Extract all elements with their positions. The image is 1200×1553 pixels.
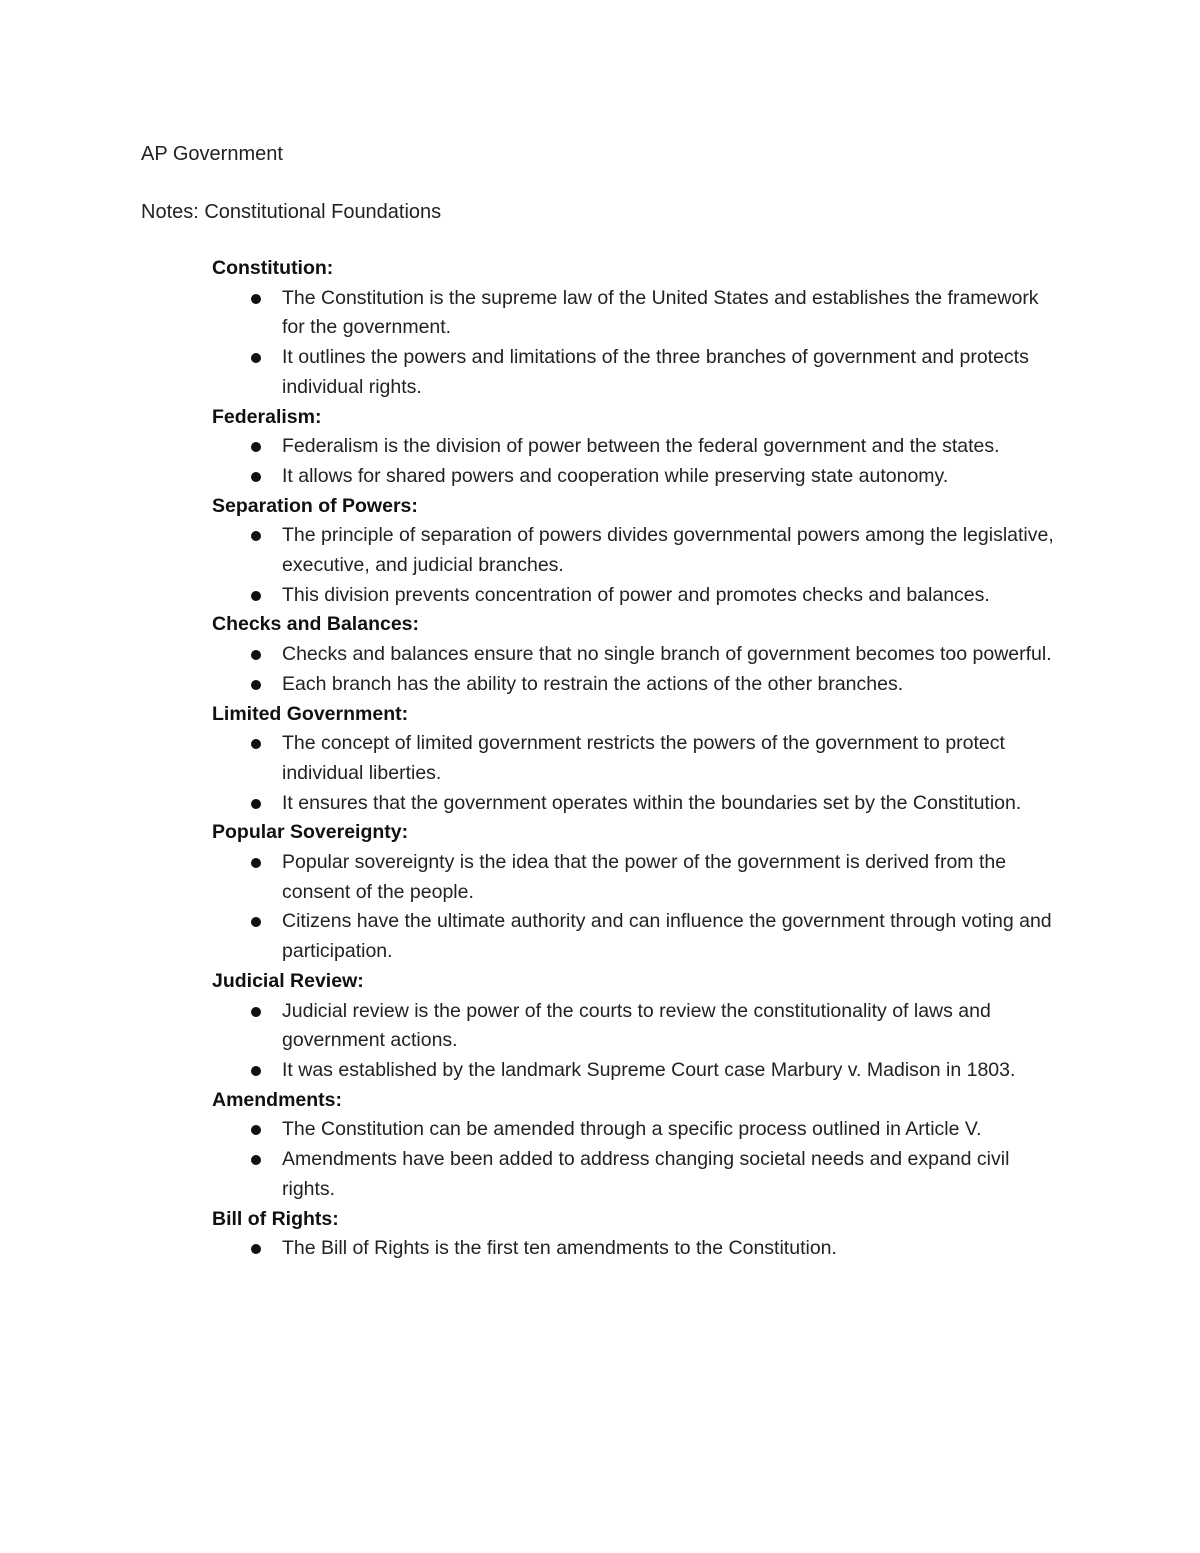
section-judicial-review [212, 967, 1072, 1086]
bullet-list [212, 432, 1072, 491]
list-item [212, 997, 1057, 1056]
list-item-text: It ensures that the government operates within the boundaries set by the Constitution. [282, 791, 1022, 814]
list-item-text: It allows for shared powers and cooperation while preserving state autonomy. [282, 464, 949, 487]
list-item-text: It outlines the powers and limitations of the three branches of government and protects individual rights. [282, 346, 1029, 398]
list-item [212, 343, 1057, 402]
course-title: AP Government [141, 143, 283, 165]
bullet-list [212, 284, 1072, 403]
bullet-icon [251, 1125, 261, 1135]
bullet-icon [251, 472, 261, 482]
list-item [212, 670, 1057, 700]
bullet-icon [251, 650, 261, 660]
section-separation-of-powers [212, 492, 1072, 611]
list-item-text: This division prevents concentration of power and promotes checks and balances. [282, 583, 990, 606]
list-item [212, 1234, 1057, 1264]
bullet-icon [251, 1244, 261, 1254]
bullet-icon [251, 858, 261, 868]
bullet-icon [251, 739, 261, 749]
list-item [212, 907, 1057, 966]
bullet-icon [251, 294, 261, 304]
list-item-text: The principle of separation of powers divides governmental powers among the legislative, executive, and judicial branches. [282, 524, 1054, 577]
section-federalism [212, 403, 1072, 492]
bullet-list [212, 1115, 1072, 1204]
list-item-text: Each branch has the ability to restrain the actions of the other branches. [282, 672, 904, 695]
section-heading: Popular Sovereignty: [212, 821, 409, 844]
list-item [212, 521, 1057, 580]
notes-title: Notes: Constitutional Foundations [141, 201, 442, 223]
section-heading: Constitution: [212, 257, 334, 279]
list-item [212, 1145, 1057, 1204]
section-amendments [212, 1086, 1072, 1205]
bullet-list [212, 1234, 1072, 1264]
section-heading: Judicial Review: [212, 969, 364, 992]
bullet-list [212, 521, 1072, 610]
list-item-text: The Constitution can be amended through a specific process outlined in Article V. [282, 1118, 982, 1141]
section-heading: Bill of Rights: [212, 1207, 339, 1230]
section-heading: Checks and Balances: [212, 613, 420, 636]
bullet-icon [251, 353, 261, 363]
bullet-icon [251, 531, 261, 541]
section-heading: Limited Government: [212, 702, 409, 725]
notes-sections [212, 254, 1072, 1264]
section-heading: Separation of Powers: [212, 494, 418, 517]
bullet-icon [251, 1155, 261, 1165]
list-item [212, 284, 1057, 343]
list-item-text: It was established by the landmark Supreme Court case Marbury v. Madison in 1803. [282, 1058, 1016, 1081]
bullet-list [212, 997, 1072, 1086]
list-item [212, 848, 1057, 907]
bullet-icon [251, 1007, 261, 1017]
list-item [212, 789, 1057, 819]
list-item-text: The Bill of Rights is the first ten amendments to the Constitution. [282, 1237, 837, 1260]
list-item [212, 581, 1057, 611]
bullet-icon [251, 1066, 261, 1076]
bullet-icon [251, 680, 261, 690]
list-item-text: The Constitution is the supreme law of the United States and establishes the framework for the government. [282, 286, 1039, 339]
section-constitution [212, 254, 1072, 403]
section-heading: Federalism: [212, 405, 322, 428]
bullet-icon [251, 917, 261, 927]
list-item [212, 1056, 1057, 1086]
list-item-text: The concept of limited government restricts the powers of the government to protect individual liberties. [282, 732, 1005, 784]
bullet-list [212, 848, 1072, 967]
list-item [212, 432, 1057, 462]
section-popular-sovereignty [212, 818, 1072, 967]
list-item-text: Amendments have been added to address changing societal needs and expand civil rights. [282, 1148, 1010, 1200]
list-item [212, 1115, 1057, 1145]
section-limited-government [212, 700, 1072, 819]
bullet-icon [251, 591, 261, 601]
section-heading: Amendments: [212, 1088, 343, 1111]
list-item-text: Checks and balances ensure that no single branch of government becomes too powerful. [282, 643, 1052, 666]
list-item [212, 462, 1057, 492]
bullet-icon [251, 799, 261, 809]
list-item-text: Citizens have the ultimate authority and can influence the government through voting and participation. [282, 910, 1052, 963]
list-item [212, 729, 1057, 788]
list-item [212, 640, 1057, 670]
section-checks-and-balances [212, 610, 1072, 699]
bullet-icon [251, 442, 261, 452]
section-bill-of-rights [212, 1205, 1072, 1264]
list-item-text: Federalism is the division of power between the federal government and the states. [282, 435, 1000, 458]
bullet-list [212, 729, 1072, 818]
list-item-text: Judicial review is the power of the courts to review the constitutionality of laws and government actions. [282, 999, 991, 1052]
bullet-list [212, 640, 1072, 699]
list-item-text: Popular sovereignty is the idea that the power of the government is derived from the consent of the people. [282, 851, 1007, 903]
